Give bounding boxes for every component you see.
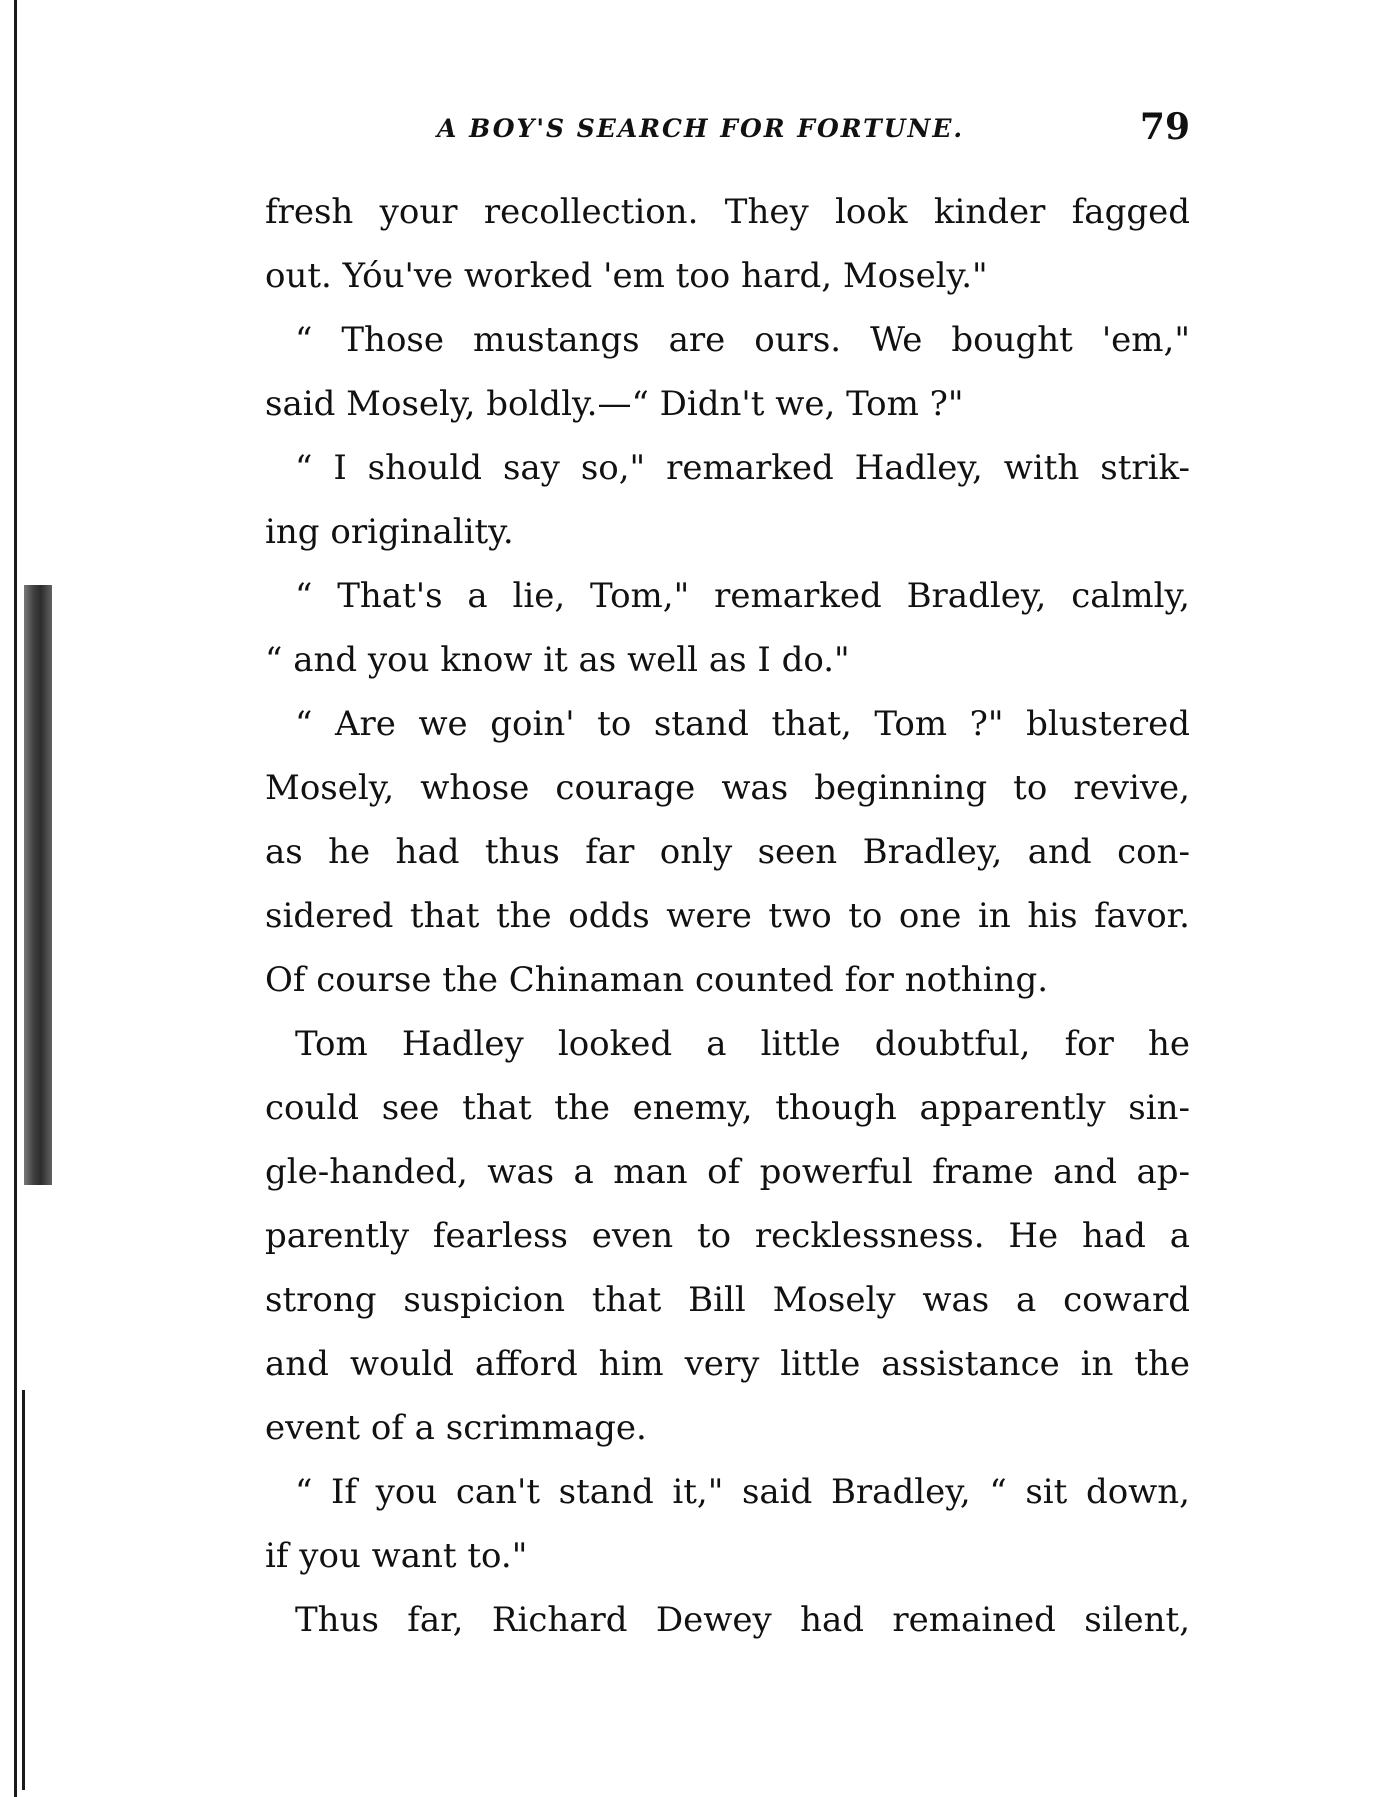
text-line: parently fearless even to recklessness. He had a [265, 1216, 1190, 1256]
text-line: “ and you know it as well as I do." [265, 640, 850, 680]
text-line: and would afford him very little assistance in the [265, 1344, 1190, 1384]
binding-shadow [24, 585, 52, 1185]
text-line: event of a scrimmage. [265, 1408, 647, 1448]
text-line: Of course the Chinaman counted for nothing. [265, 960, 1049, 1000]
text-line: said Mosely, boldly.—“ Didn't we, Tom ?" [265, 384, 964, 424]
text-line: Tom Hadley looked a little doubtful, for he [295, 1024, 1190, 1064]
text-line: “ Those mustangs are ours. We bought 'em," [295, 320, 1190, 360]
body-text [265, 180, 1190, 1652]
page-number: 79 [1139, 106, 1190, 148]
text-line: “ Are we goin' to stand that, Tom ?" blustered [295, 704, 1190, 744]
text-line: if you want to." [265, 1536, 528, 1576]
running-title: A BOY'S SEARCH FOR FORTUNE. [437, 114, 965, 143]
text-line: could see that the enemy, though apparently sin- [265, 1088, 1190, 1128]
running-head [265, 100, 1190, 160]
page-gutter-edge-lower [22, 1390, 25, 1790]
text-line: sidered that the odds were two to one in his favor. [265, 896, 1190, 936]
text-line: gle-handed, was a man of powerful frame and ap- [265, 1152, 1190, 1192]
text-line: “ That's a lie, Tom," remarked Bradley, calmly, [295, 576, 1190, 616]
text-line: ing originality. [265, 512, 514, 552]
text-line: fresh your recollection. They look kinder fagged [265, 192, 1190, 232]
text-line: “ If you can't stand it," said Bradley, “ sit down, [295, 1472, 1190, 1512]
text-line: Thus far, Richard Dewey had remained silent, [295, 1600, 1190, 1640]
text-line: out. Yóu've worked 'em too hard, Mosely." [265, 256, 988, 296]
page-gutter-edge [14, 0, 17, 1797]
text-line: “ I should say so," remarked Hadley, with strik- [295, 448, 1190, 488]
text-line: strong suspicion that Bill Mosely was a coward [265, 1280, 1190, 1320]
text-line: Mosely, whose courage was beginning to revive, [265, 768, 1190, 808]
text-line: as he had thus far only seen Bradley, and con- [265, 832, 1190, 872]
